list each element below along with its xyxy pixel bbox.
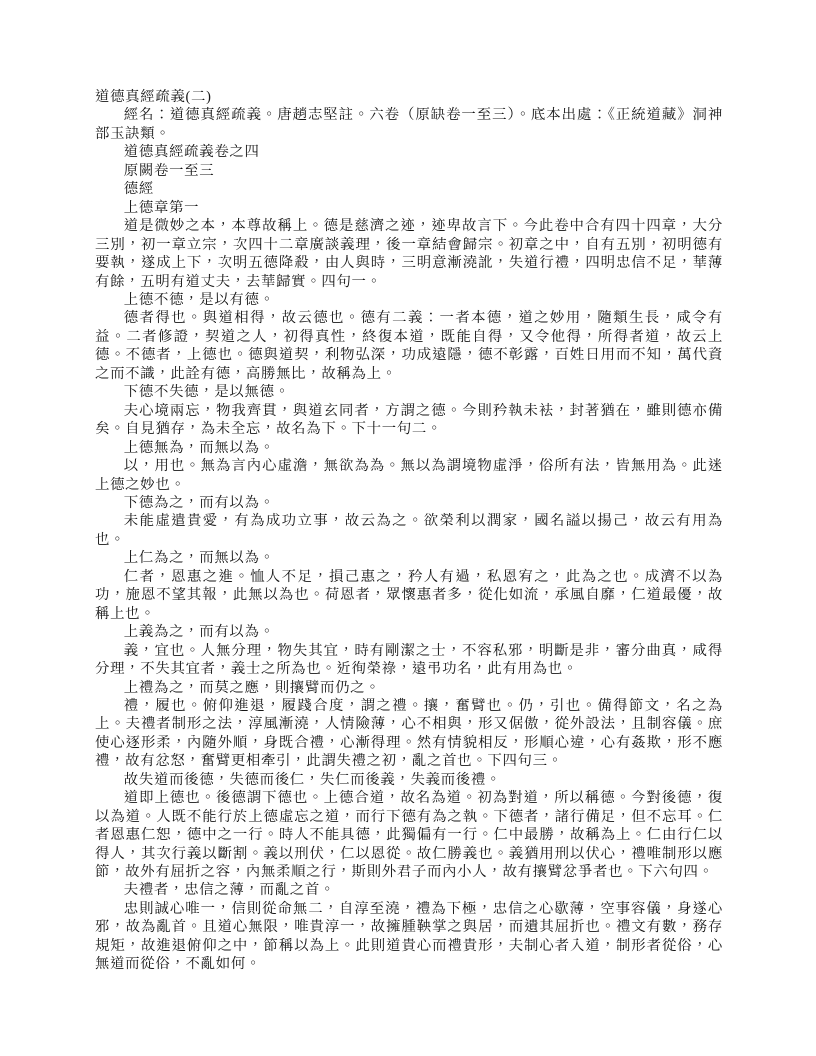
commentary: 仁者，恩惠之進。恤人不足，損己惠之，矜人有過，私恩宥之，此為之也。成濟不以為功，施恩不望其報，此無以為也。荷恩者，眾懷惠者多，從化如流，承風自靡，仁道最優，故稱上也。 — [95, 568, 723, 622]
scripture: 上禮為之，而莫之應，則攘臂而仍之。 — [123, 679, 381, 696]
juan-title: 道德真經疏義卷之四 — [123, 144, 260, 161]
scripture: 下德不失德，是以無德。 — [123, 384, 290, 401]
section-title: 德經 — [123, 181, 154, 198]
scripture: 上德無為，而無以為。 — [123, 439, 275, 456]
scripture: 故失道而後德，失德而後仁，失仁而後義，失義而後禮。 — [123, 771, 502, 788]
colophon: 經名：道德真經疏義。唐趙志堅註。六卷（原缺卷一至三）。底本出處：《正統道藏》洞神部玉訣類。 — [95, 107, 723, 142]
commentary: 德者得也。與道相得，故云德也。德有二義：一者本德，道之妙用，隨類生長，咸令有益。二者修證，契道之人，初得真性，終復本道，既能自得，又令他得，所得者道，故云上德。不德者，上德也。德與道契，利物弘深，功成遠隱，德不彰露，百姓日用而不知，萬代資之而不識，此詮有德，高勝無比，故稱為上。 — [95, 310, 723, 382]
commentary: 義，宜也。人無分理，物失其宜，時有剛潔之士，不容私邪，明斷是非，審分曲真，咸得分理，不失其宜者，義士之所為也。近徇榮祿，遠弔功名，此有用為也。 — [95, 642, 723, 678]
commentary: 禮，履也。俯仰進退，履踐合度，謂之禮。攘，奮臂也。仍，引也。備得節文，名之為上。夫禮者制形之法，淳風漸澆，人情險薄，心不相與，形又倨傲，從外設法，且制容儀。庶使心逐形柔，內隨外順，身既合禮，心漸得理。然有情貌相反，形順心違，心有姦欺，形不應禮，故有忿怒，奮臂更相牽引，此謂失禮之初，亂之首也。下四句三。 — [95, 697, 723, 770]
commentary: 未能虛遣貴愛，有為成功立事，故云為之。欲榮利以潤家，國名謚以揚己，故云有用為也。 — [95, 513, 723, 548]
commentary: 以，用也。無為言內心虛澹，無欲為為。無以為謂境物虛淨，俗所有法，皆無用為。此迷上德之妙也。 — [95, 458, 723, 493]
scripture: 上仁為之，而無以為。 — [123, 550, 275, 567]
scripture: 上德不德，是以有德。 — [123, 291, 275, 308]
document-title: 道德真經疏義(二) — [95, 89, 212, 105]
text-body — [95, 88, 723, 974]
commentary: 道是微妙之本，本尊故稱上。德是慈濟之迹，迹卑故言下。今此卷中合有四十四章，大分三別，初一章立宗，次四十二章廣談義理，後一章結會歸宗。初章之中，自有五別，初明德有要執，遂成上下，次明五德降殺，由人與時，三明意漸澆訛，失道行禮，四明忠信不足，華薄有餘，五明有道丈夫，去華歸實。四句一。 — [95, 218, 723, 290]
scripture: 下德為之，而有以為。 — [123, 494, 275, 511]
scripture: 上義為之，而有以為。 — [123, 624, 275, 641]
commentary: 道即上德也。後德謂下德也。上德合道，故名為道。初為對道，所以稱德。今對後德，復以為道。人既不能行於上德虛忘之道，而行下德有為之執。下德者，諸行備足，但不忘耳。仁者恩惠仁恕，德中之一行。時人不能具德，此獨偏有一行。仁中最勝，故稱為上。仁由行仁以得人，其次行義以斷割。義以刑伏，仁以恩從。故仁勝義也。義猶用刑以伏心，禮唯制形以應節，故外有屈折之容，內無柔順之行，斯則外君子而內小人，故有攘臂忿爭者也。下六句四。 — [95, 790, 723, 881]
commentary: 忠則誠心唯一，信則從命無二，自淳至澆，禮為下極，忠信之心歇薄，空事容儀，身遂心邪，故為亂首。且道心無限，唯貴淳一，故擁腫鞅掌之與居，而遺其屈折也。禮文有數，務存規矩，故進退俯仰之中，節稱以為上。此則道貴心而禮貴形，夫制心者入道，制形者從俗，心無道而從俗，不亂如何。 — [95, 900, 723, 973]
commentary: 夫心境兩忘，物我齊貫，與道玄同者，方謂之德。今則矜執未袪，封著猶在，雖則德亦備矣。自見猶存，為未全忘，故名為下。下十一句二。 — [95, 402, 723, 438]
scripture: 夫禮者，忠信之薄，而亂之首。 — [123, 882, 336, 899]
chapter-title: 上德章第一 — [123, 199, 200, 216]
missing-note: 原闕卷一至三 — [123, 162, 215, 179]
